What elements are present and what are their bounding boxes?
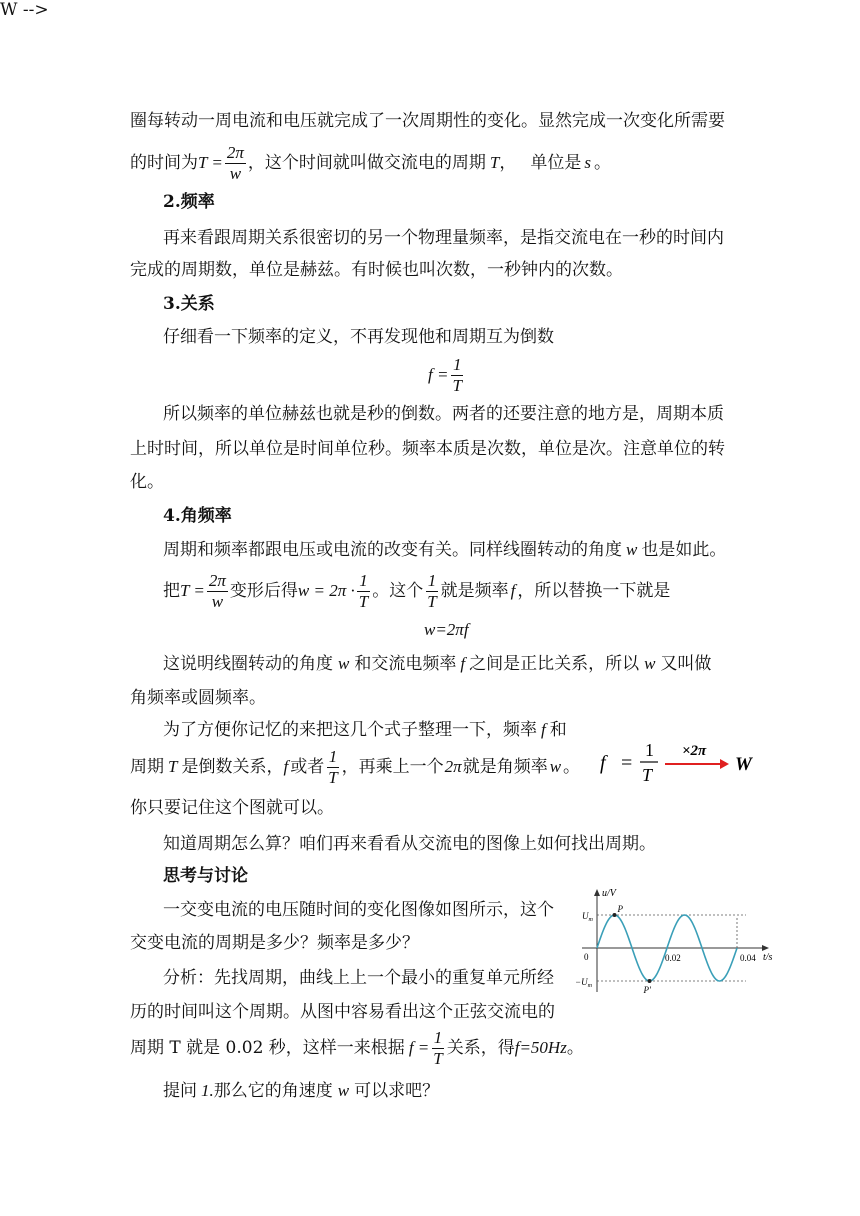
text: 你只要记住这个图就可以。 [130, 798, 334, 818]
equation-lhs: f = [408, 1038, 430, 1057]
fraction [207, 571, 228, 612]
text: 上时时间，所以单位是时间单位秒。频率本质是次数，单位是次。注意单位的转 [130, 439, 725, 459]
point-p-prime-label: P' [643, 985, 651, 995]
text: 4.角频率 [163, 506, 232, 526]
text: 提问 [163, 1081, 197, 1101]
s4-line4 [130, 686, 266, 710]
diagram-arrow-head [720, 759, 729, 769]
text: 变形后得 [229, 581, 298, 601]
section-heading-relation [163, 292, 215, 316]
text: 的时间为 [130, 153, 198, 173]
text: 。 [563, 757, 581, 777]
discussion-heading [163, 864, 248, 888]
discussion-line2 [130, 931, 419, 955]
text: 分析：先找周期，曲线上上一个最小的重复单元所经 [163, 968, 554, 988]
text: 圈每转动一周电流和电压就完成了一次周期性的变化。显然完成一次变化所需要 [130, 111, 725, 131]
text: 。 [566, 1038, 584, 1058]
text: 周期 [130, 757, 164, 777]
numerator: 1 [433, 1027, 443, 1047]
symbol-2pi: 2π [444, 757, 462, 776]
diagram-f: f [600, 752, 606, 774]
diagram-denominator: T [642, 765, 653, 785]
equation-lhs: T = [198, 153, 223, 172]
fraction [225, 143, 246, 184]
text: 周期 T 就是 0.02 秒，这样一来根据 [130, 1038, 405, 1058]
text: 化。 [130, 472, 164, 492]
fraction [425, 571, 438, 612]
symbol-f: f [283, 757, 289, 776]
text: 角频率或圆频率。 [130, 688, 266, 708]
text: 2.频率 [163, 192, 215, 212]
discussion-line4 [130, 1000, 555, 1024]
text: 也是如此。 [641, 540, 727, 560]
text: w=2πf [424, 620, 469, 639]
fraction [431, 1028, 444, 1069]
text: 一交变电流的电压随时间的变化图像如图所示，这个 [163, 900, 554, 920]
section-heading-angular-frequency [163, 504, 232, 528]
result-value: f=50Hz [514, 1038, 567, 1057]
x-axis-arrow [762, 945, 769, 951]
discussion-line6 [163, 1079, 439, 1103]
equation-lhs: w = 2π · [297, 581, 355, 600]
fraction [450, 355, 463, 396]
chart-axes [582, 889, 769, 992]
fraction [326, 747, 339, 788]
text: 所以频率的单位赫兹也就是秒的倒数。两者的还要注意的地方是，周期本质 [163, 404, 724, 424]
symbol-f: f [460, 654, 466, 673]
y-tick-neg-um: $-U_m$ [575, 977, 592, 989]
s2-line2 [130, 258, 623, 282]
s4-center-equation [424, 618, 469, 642]
text: 。这个 [372, 581, 424, 601]
symbol-f: f [510, 581, 516, 600]
denominator: T [358, 591, 369, 611]
y-axis-arrow [594, 889, 600, 896]
question-number: 1. [201, 1081, 214, 1100]
text: 为了方便你记忆的来把这几个式子整理一下，频率 [163, 720, 537, 740]
numerator: 1 [452, 354, 462, 374]
frequency-relation-diagram [592, 738, 772, 790]
text: 和交流电频率 [354, 654, 457, 674]
text: 知道周期怎么算？咱们再来看看从交流电的图像上如何找出周期。 [163, 834, 656, 854]
text: 。 [594, 153, 611, 173]
text: 之间是正比关系，所以 [469, 654, 640, 674]
discussion-line5 [130, 1025, 584, 1071]
numerator: 1 [328, 746, 338, 766]
numerator: 2π [226, 142, 244, 162]
s4-line6 [130, 744, 580, 790]
numerator: 2π [208, 570, 226, 590]
text: 完成的周期数，单位是赫兹。有时候也叫次数，一秒钟内的次数。 [130, 260, 623, 280]
s2-line1 [163, 226, 724, 250]
text: 就是频率 [440, 581, 509, 601]
symbol-w: w [644, 654, 656, 673]
equation-lhs: f = [428, 365, 449, 384]
text: ，这个时间就叫做交流电的周期 [247, 153, 486, 173]
symbol-w: w [337, 1081, 350, 1100]
voltage-time-chart [570, 880, 780, 1000]
p1-line1 [130, 109, 725, 133]
text: 可以求吧？ [354, 1081, 440, 1101]
diagram-equals: = [621, 752, 633, 774]
symbol-s: s [584, 153, 591, 172]
symbol-T: T [168, 757, 178, 776]
text: 和 [549, 720, 567, 740]
diagram-arrow-label: ×2π [682, 743, 707, 759]
text: 就是角频率 [462, 757, 548, 777]
point-p-marker [613, 913, 617, 917]
s4-line3 [163, 652, 711, 676]
s4-line2 [163, 566, 670, 616]
text: 把 [163, 581, 180, 601]
numerator: 1 [359, 570, 368, 590]
text: 又叫做 [660, 654, 712, 674]
text: 这说明线圈转动的角度 [163, 654, 333, 674]
text: 3.关系 [163, 294, 215, 314]
text: 或者 [290, 757, 325, 777]
numerator: 1 [427, 570, 437, 590]
s4-line8 [163, 832, 656, 856]
x-axis-label: t/s [763, 952, 773, 963]
discussion-line3 [163, 966, 554, 990]
text: ， [499, 153, 517, 173]
text: 再来看跟周期关系很密切的另一个物理量频率，是指交流电在一秒的时间内 [163, 228, 724, 248]
chart-labels [575, 888, 773, 995]
denominator: w [211, 591, 224, 611]
text: 历的时间叫这个周期。从图中容易看出这个正弦交流电的 [130, 1002, 555, 1022]
text: 仔细看一下频率的定义，不再发现他和周期互为倒数 [163, 327, 554, 347]
x-tick-004: 0.04 [740, 953, 756, 963]
diagram-numerator: 1 [645, 740, 654, 760]
s3-line1 [163, 325, 554, 349]
s3-equation [428, 352, 466, 398]
symbol-f: f [541, 720, 546, 739]
s4-line5 [163, 718, 567, 742]
symbol-w: w [549, 757, 562, 776]
symbol-w: w [626, 540, 638, 559]
x-tick-002: 0.02 [665, 953, 681, 963]
text: 思考与讨论 [163, 866, 248, 886]
equation-lhs: T = [180, 581, 205, 600]
text: 单位是 [530, 153, 582, 173]
symbol-w: w [338, 654, 350, 673]
text: 周期和频率都跟电压或电流的改变有关。同样线圈转动的角度 [163, 540, 622, 560]
s4-line7 [130, 796, 334, 820]
text: 是倒数关系， [181, 757, 284, 777]
section-heading-frequency [163, 190, 215, 214]
text: 关系，得 [446, 1038, 515, 1058]
denominator: T [433, 1048, 443, 1068]
denominator: T [328, 767, 338, 787]
point-p-prime-marker [648, 979, 652, 983]
p1-line2 [130, 138, 611, 188]
text: ，所以替换一下就是 [517, 581, 671, 601]
y-axis-label: u/V [602, 888, 616, 899]
text: 交变电流的周期是多少？频率是多少？ [130, 933, 419, 953]
text: 那么它的角速度 [213, 1081, 333, 1101]
fraction [357, 571, 370, 612]
diagram-w: W [735, 754, 752, 775]
s3-line2 [163, 402, 724, 426]
denominator: T [427, 591, 437, 611]
s4-line1 [163, 538, 726, 562]
x-tick-0: 0 [584, 952, 589, 962]
y-tick-um: $U_m$ [582, 911, 593, 923]
point-p-label: P [617, 904, 623, 914]
symbol-T: T [489, 153, 500, 172]
denominator: T [452, 375, 462, 395]
discussion-line1 [163, 898, 554, 922]
denominator: w [229, 163, 242, 183]
s3-line3 [130, 437, 725, 461]
s3-line4 [130, 470, 164, 494]
text: ，再乘上一个 [341, 757, 444, 777]
